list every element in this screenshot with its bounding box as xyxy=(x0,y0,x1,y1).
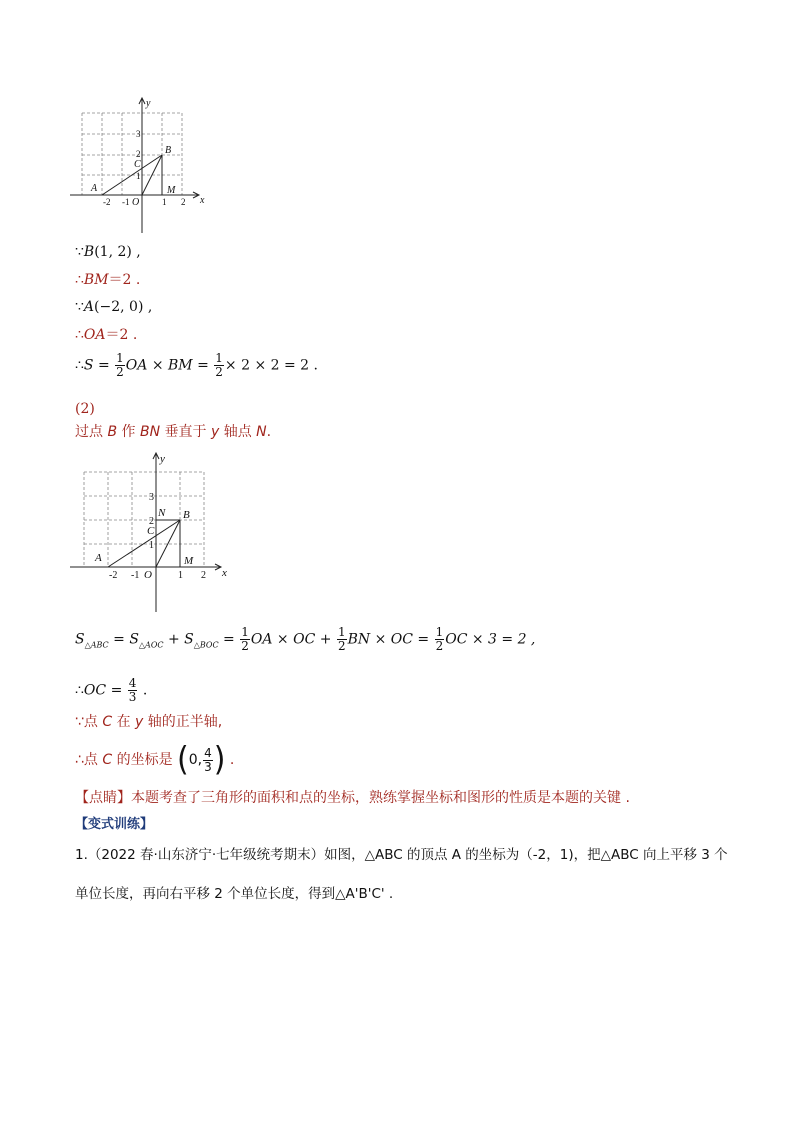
step-c-on-y-axis: ∵点 C 在 y 轴的正半轴, xyxy=(75,714,223,730)
step-area-decomposition: $S_{\triangle ABC} = S_{\triangle AOC} + S_{\triangle BOC}$ = $\frac{1}{2}$ OA × OC + $\frac{1}{2}$ BN × OC = $\frac{1}{2}$ OC × 3 = 2 , xyxy=(75,625,536,653)
origin-label: O xyxy=(144,569,152,581)
x-axis-label: x xyxy=(200,195,205,206)
point-c-label: C xyxy=(134,159,141,170)
tick-y3: 3 xyxy=(149,492,154,503)
step-area-formula: ∴S = $\frac{1}{2}$ OA × BM = $\frac{1}{2}$ × 2 × 2 = 2 . xyxy=(75,351,318,379)
tick-y1: 1 xyxy=(149,540,154,551)
x-axis-label: x xyxy=(222,567,227,579)
comment-paragraph: 【点睛】本题考查了三角形的面积和点的坐标，熟练掌握坐标和图形的性质是本题的关键 . xyxy=(75,790,630,806)
point-c-label: C xyxy=(147,525,155,537)
origin-label: O xyxy=(132,197,140,208)
problem-line-1: 1.（2022 春·山东济宁·七年级统考期末）如图，△ABC 的顶点 A 的坐标为（-2，1)，把△ABC 向上平移 3 个 xyxy=(75,847,728,863)
step-oa-length: ∴OA＝2 . xyxy=(75,327,138,343)
tick-x2: 2 xyxy=(201,570,206,581)
part-2-label: (2) xyxy=(75,401,95,417)
y-axis-label: y xyxy=(146,98,151,109)
point-a-label: A xyxy=(95,552,102,564)
point-b-label: B xyxy=(165,145,172,156)
training-heading: 【变式训练】 xyxy=(75,817,154,832)
tick-y3: 3 xyxy=(136,129,141,139)
point-m-label: M xyxy=(184,555,194,567)
comment-tag: 【点睛】 xyxy=(75,790,131,806)
tick-xneg1: -1 xyxy=(122,197,130,207)
tick-y1: 1 xyxy=(136,171,141,181)
step-draw-bn: 过点 B 作 BN 垂直于 y 轴点 N. xyxy=(75,424,272,440)
tick-x1: 1 xyxy=(162,197,167,207)
tick-y2: 2 xyxy=(136,149,141,159)
figure-1-coordinate-graph xyxy=(70,95,210,235)
step-b-coordinate: ∵B(1, 2) , xyxy=(75,244,141,260)
step-oc-value: ∴OC = $\frac{4}{3}$ . xyxy=(75,676,148,704)
tick-y2: 2 xyxy=(149,516,154,527)
y-axis-label: y xyxy=(160,453,165,465)
tick-xneg1: -1 xyxy=(131,570,140,581)
point-a-label: A xyxy=(91,183,98,194)
point-m-label: M xyxy=(167,185,176,196)
tick-xneg2: -2 xyxy=(103,197,111,207)
tick-xneg2: -2 xyxy=(109,570,118,581)
point-b-label: B xyxy=(183,509,190,521)
step-c-coordinate: ∴点 C 的坐标是 (0, $\frac{4}{3}$ ) . xyxy=(75,740,235,779)
tick-x1: 1 xyxy=(178,570,183,581)
tick-x2: 2 xyxy=(181,197,186,207)
figure-2-coordinate-graph xyxy=(70,450,235,615)
point-n-label: N xyxy=(158,507,166,519)
step-bm-length: ∴BM＝2 . xyxy=(75,272,141,288)
step-a-coordinate: ∵A(−2, 0) , xyxy=(75,299,153,315)
problem-line-2: 单位长度，再向右平移 2 个单位长度，得到△A'B'C' . xyxy=(75,886,394,902)
